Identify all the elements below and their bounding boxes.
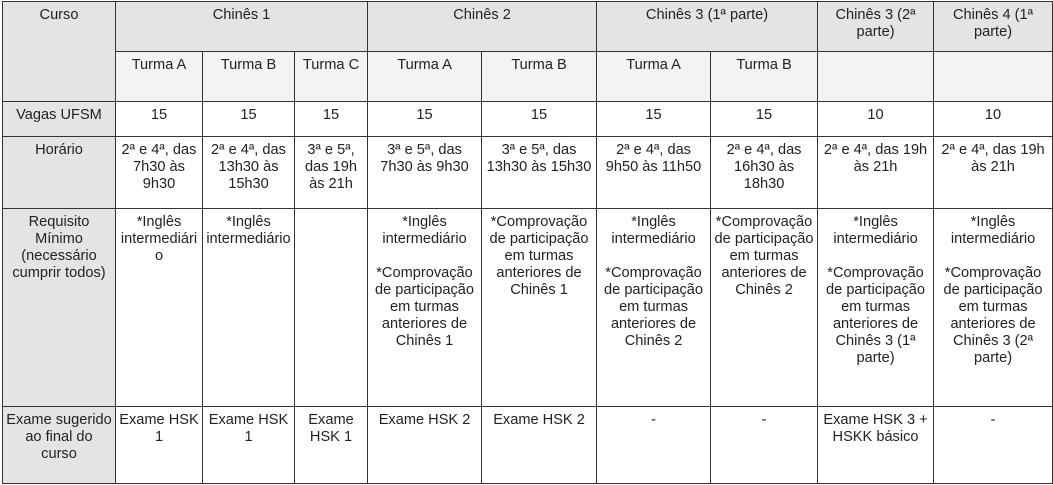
- course-chines-3-part-2: Chinês 3 (2ª parte): [818, 2, 934, 52]
- requisito-proof: *Comprovação de participação em turmas anteriores de Chinês 3 (1ª parte): [826, 265, 926, 366]
- class-label: Turma C: [295, 52, 368, 102]
- requisito-english: *Inglês intermediário: [833, 214, 918, 247]
- vagas-value: 15: [482, 102, 597, 137]
- requisito-english: *Inglês intermediário: [950, 214, 1036, 247]
- vagas-value: 15: [295, 102, 368, 137]
- class-label: [818, 52, 934, 102]
- requisito-value: [597, 209, 711, 407]
- requisito-value: *Comprovação de participação em turmas anteriores de Chinês 1: [482, 209, 597, 407]
- horario-value: 3ª e 5ª, das 19h às 21h: [295, 137, 368, 209]
- vagas-row: [3, 102, 1053, 137]
- horario-value: 2ª e 4ª, das 19h às 21h: [934, 137, 1053, 209]
- requisito-label: Requisito Mínimo (necessário cumprir todos): [3, 209, 116, 407]
- class-row: [3, 52, 1053, 102]
- exame-row: [3, 407, 1053, 484]
- course-chines-4-part-1: Chinês 4 (1ª parte): [934, 2, 1053, 52]
- requisito-value: [368, 209, 482, 407]
- horario-value: 2ª e 4ª, das 9h50 às 11h50: [597, 137, 711, 209]
- exame-value: -: [711, 407, 818, 484]
- horario-row: [3, 137, 1053, 209]
- horario-value: 3ª e 5ª, das 7h30 às 9h30: [368, 137, 482, 209]
- horario-value: 2ª e 4ª, das 7h30 às 9h30: [116, 137, 203, 209]
- horario-value: 2ª e 4ª, das 19h às 21h: [818, 137, 934, 209]
- course-chines-3-part-1: Chinês 3 (1ª parte): [597, 2, 818, 52]
- class-label: Turma A: [116, 52, 203, 102]
- class-label: Turma A: [597, 52, 711, 102]
- horario-value: 3ª e 5ª, das 13h30 às 15h30: [482, 137, 597, 209]
- requisito-value: *Comprovação de participação em turmas anteriores de Chinês 2: [711, 209, 818, 407]
- vagas-value: 15: [597, 102, 711, 137]
- requisito-value: *Inglês intermediário: [203, 209, 295, 407]
- requisito-proof: *Comprovação de participação em turmas anteriores de Chinês 2: [604, 265, 704, 349]
- class-label: Turma B: [482, 52, 597, 102]
- class-label: Turma B: [711, 52, 818, 102]
- course-schedule-table: [2, 1, 1053, 484]
- vagas-label: Vagas UFSM: [3, 102, 116, 137]
- course-chines-1: Chinês 1: [116, 2, 368, 52]
- horario-value: 2ª e 4ª, das 16h30 às 18h30: [711, 137, 818, 209]
- exame-value: Exame HSK 1: [295, 407, 368, 484]
- requisito-value: [818, 209, 934, 407]
- exame-value: Exame HSK 1: [116, 407, 203, 484]
- course-chines-2: Chinês 2: [368, 2, 597, 52]
- vagas-value: 15: [711, 102, 818, 137]
- horario-label: Horário: [3, 137, 116, 209]
- requisito-english: *Inglês intermediário: [382, 214, 467, 247]
- requisito-value: [295, 209, 368, 407]
- requisito-value: *Inglês intermediário: [116, 209, 203, 407]
- horario-value: 2ª e 4ª, das 13h30 às 15h30: [203, 137, 295, 209]
- requisito-proof: *Comprovação de participação em turmas anteriores de Chinês 3 (2ª parte): [943, 265, 1043, 366]
- exame-value: Exame HSK 2: [368, 407, 482, 484]
- vagas-value: 15: [203, 102, 295, 137]
- exame-value: -: [934, 407, 1053, 484]
- exame-value: Exame HSK 3 + HSKK básico: [818, 407, 934, 484]
- course-label: Curso: [3, 2, 116, 102]
- requisito-value: [934, 209, 1053, 407]
- class-label: Turma B: [203, 52, 295, 102]
- vagas-value: 10: [818, 102, 934, 137]
- vagas-value: 15: [116, 102, 203, 137]
- exame-label: Exame sugerido ao final do curso: [3, 407, 116, 484]
- exame-value: Exame HSK 1: [203, 407, 295, 484]
- requisito-proof: *Comprovação de participação em turmas anteriores de Chinês 1: [375, 265, 474, 349]
- requisito-english: *Inglês intermediário: [611, 214, 696, 247]
- exame-value: Exame HSK 2: [482, 407, 597, 484]
- vagas-value: 10: [934, 102, 1053, 137]
- exame-value: -: [597, 407, 711, 484]
- class-label: Turma A: [368, 52, 482, 102]
- vagas-value: 15: [368, 102, 482, 137]
- class-label: [934, 52, 1053, 102]
- requisito-row: [3, 209, 1053, 407]
- header-row: [3, 2, 1053, 52]
